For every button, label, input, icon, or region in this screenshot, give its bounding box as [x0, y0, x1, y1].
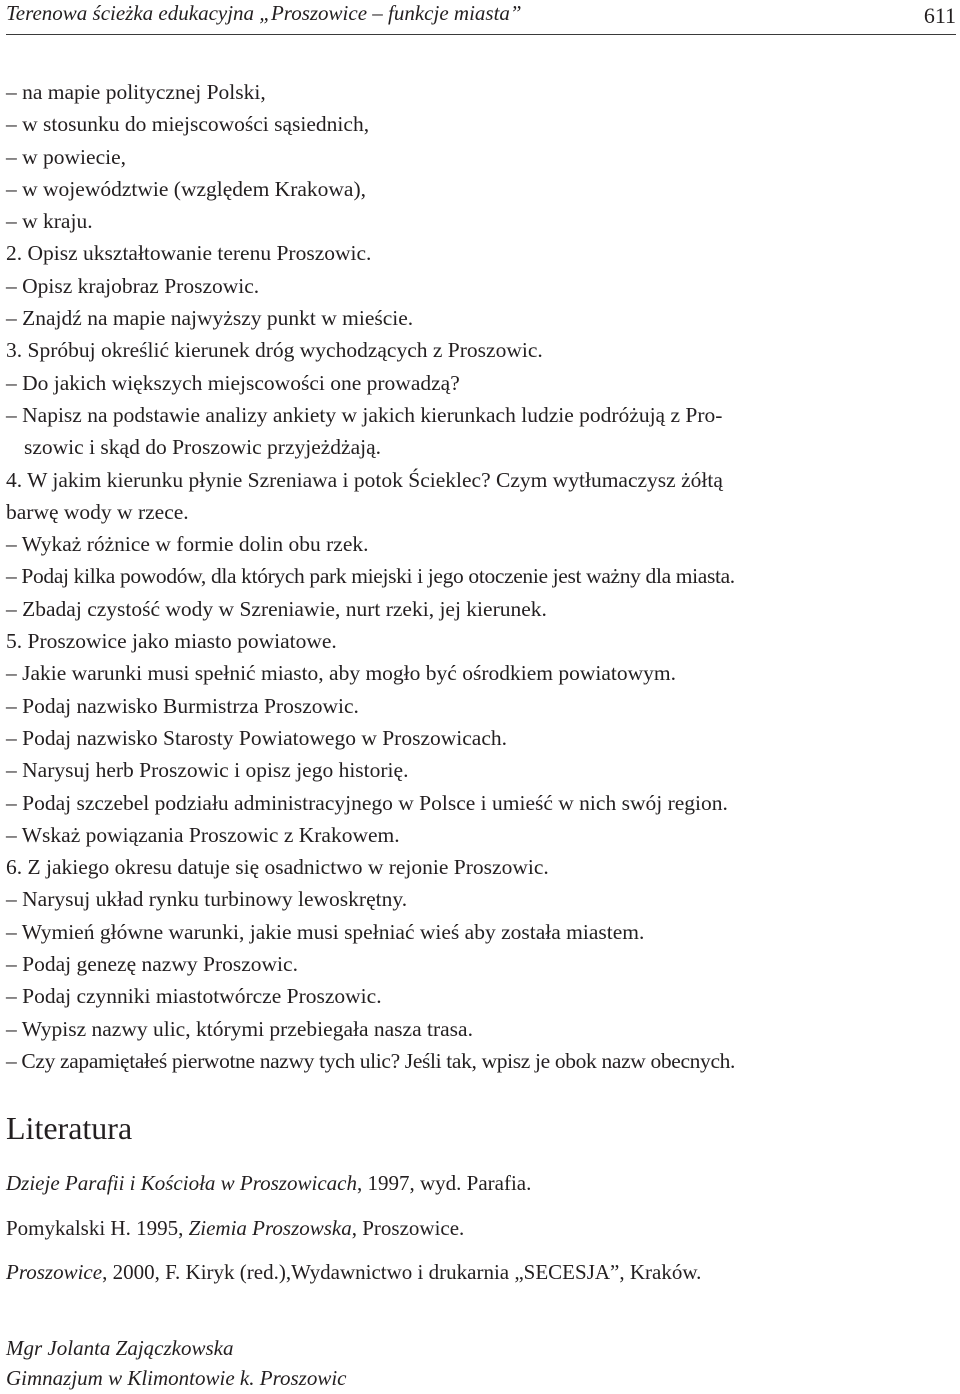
reference-item — [6, 1168, 701, 1198]
running-header — [6, 0, 956, 35]
list-item: 2. Opisz ukształtowanie terenu Proszowic. — [6, 241, 372, 266]
list-item: – Podaj szczebel podziału administracyjnego w Polsce i umieść w nich swój region. — [6, 790, 728, 815]
running-title: Terenowa ścieżka edukacyjna „Proszowice – funkcje miasta” — [6, 1, 522, 25]
list-item: – Podaj genezę nazwy Proszowic. — [6, 952, 298, 977]
author-name: Mgr Jolanta Zajączkowska — [6, 1336, 234, 1360]
reference-item — [6, 1213, 701, 1243]
list-item: – Znajdź na mapie najwyższy punkt w mieście. — [6, 306, 414, 331]
author-affiliation: Gimnazjum w Klimontowie k. Proszowic — [6, 1366, 347, 1390]
list-item: – w powiecie, — [6, 144, 127, 169]
list-item: 4. W jakim kierunku płynie Szreniawa i potok Ścieklec? Czym wytłumaczysz żółtą — [6, 467, 723, 492]
list-item: – Wymień główne warunki, jakie musi spełniać wieś aby została miastem. — [6, 919, 645, 944]
list-item: – Jakie warunki musi spełnić miasto, aby mogło być ośrodkiem powiatowym. — [6, 661, 676, 686]
list-item: – w kraju. — [6, 209, 93, 234]
list-item-continuation: barwę wody w rzece. — [6, 499, 189, 524]
list-item: 6. Z jakiego okresu datuje się osadnictwo w rejonie Proszowic. — [6, 855, 549, 880]
list-item: – Podaj czynniki miastotwórcze Proszowic. — [6, 984, 382, 1009]
reference-details: , 1997, wyd. Parafia. — [356, 1171, 532, 1195]
literature-heading: Literatura — [6, 1110, 133, 1146]
reference-details: , Proszowice. — [351, 1215, 465, 1240]
reference-details: , 2000, F. Kiryk (red.),Wydawnictwo i drukarnia „SECESJA”, Kraków. — [102, 1260, 702, 1284]
reference-list — [6, 1168, 701, 1302]
list-item: 3. Spróbuj określić kierunek dróg wychodzących z Proszowic. — [6, 338, 543, 363]
reference-title: Ziemia Proszowska — [188, 1215, 352, 1240]
list-item: – Wypisz nazwy ulic, którymi przebiegała nasza trasa. — [6, 1016, 473, 1041]
list-item-continuation: szowic i skąd do Proszowic przyjeżdżają. — [24, 435, 382, 460]
author-block — [6, 1333, 346, 1393]
list-item: – Narysuj herb Proszowic i opisz jego historię. — [6, 758, 409, 783]
list-item: – Wykaż różnice w formie dolin obu rzek. — [6, 532, 369, 557]
list-item: – w stosunku do miejscowości sąsiednich, — [6, 112, 370, 137]
list-item: – Narysuj układ rynku turbinowy lewoskrętny. — [6, 887, 408, 912]
list-item: – Do jakich większych miejscowości one prowadzą? — [6, 370, 460, 395]
reference-item — [6, 1257, 701, 1287]
list-item: – Podaj nazwisko Burmistrza Proszowic. — [6, 693, 359, 718]
list-item: – Opisz krajobraz Proszowic. — [6, 273, 260, 298]
task-list — [6, 76, 960, 1077]
list-item: – Podaj nazwisko Starosty Powiatowego w Proszowicach. — [6, 725, 507, 750]
list-item: 5. Proszowice jako miasto powiatowe. — [6, 629, 337, 654]
reference-author: Pomykalski H. 1995, — [6, 1215, 189, 1240]
list-item: – w województwie (względem Krakowa), — [6, 176, 366, 201]
list-item: – Napisz na podstawie analizy ankiety w jakich kierunkach ludzie podróżują z Pro- — [6, 402, 723, 427]
list-item: – Wskaż powiązania Proszowic z Krakowem. — [6, 822, 400, 847]
page-number: 611 — [923, 3, 956, 28]
list-item: – Podaj kilka powodów, dla których park miejski i jego otoczenie jest ważny dla miasta. — [6, 564, 735, 589]
list-item: – Czy zapamiętałeś pierwotne nazwy tych ulic? Jeśli tak, wpisz je obok nazw obecnych. — [6, 1048, 736, 1073]
reference-title: Proszowice — [6, 1260, 103, 1284]
list-item: – Zbadaj czystość wody w Szreniawie, nurt rzeki, jej kierunek. — [6, 596, 547, 621]
list-item: – na mapie politycznej Polski, — [6, 80, 266, 104]
reference-title: Dzieje Parafii i Kościoła w Proszowicach — [6, 1171, 357, 1195]
